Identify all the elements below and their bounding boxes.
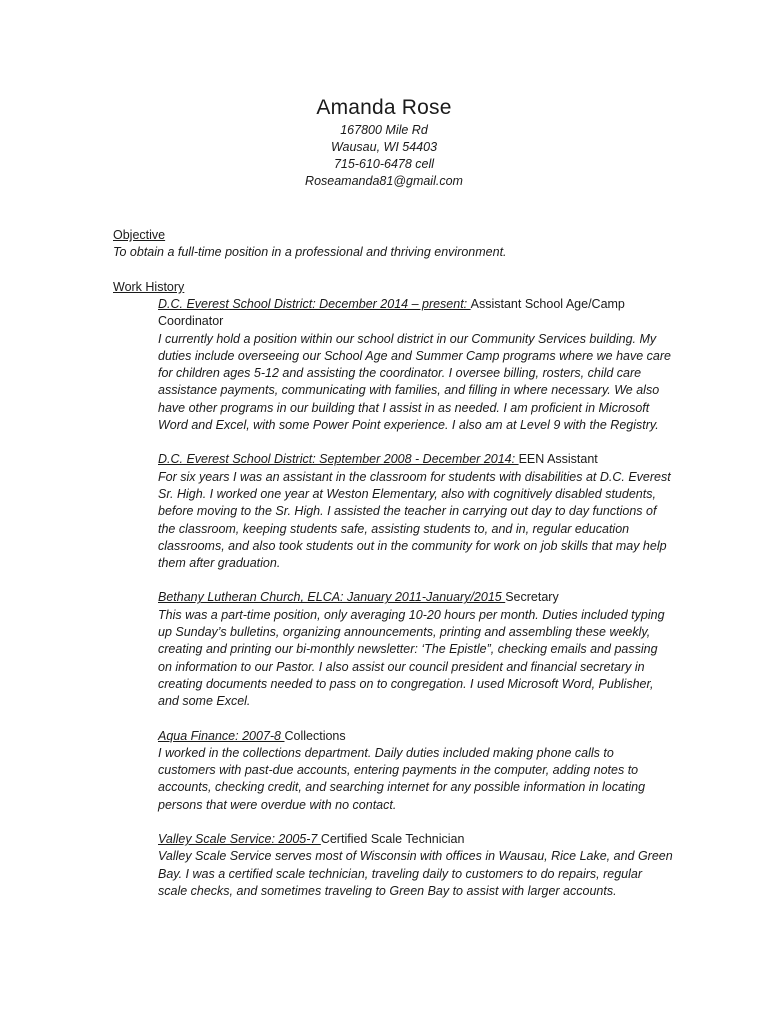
address-line-2: Wausau, WI 54403 xyxy=(330,140,438,154)
resume-header xyxy=(0,96,768,190)
work-history-list xyxy=(158,296,673,900)
job-header xyxy=(158,451,673,468)
job-header xyxy=(158,296,673,331)
job-entry xyxy=(158,296,673,434)
email-address: Roseamanda81@gmail.com xyxy=(305,174,463,188)
job-header xyxy=(158,589,673,606)
objective-heading: Objective xyxy=(113,228,166,242)
applicant-name: Amanda Rose xyxy=(316,96,452,119)
address-line-1: 167800 Mile Rd xyxy=(340,123,428,137)
job-description: For six years I was an assistant in the classroom for students with disabilities at D.C. Everest Sr. High. I worked one year at Weston Elementary, also with cognitively disabled students, before moving to the Sr. High. I assisted the teacher in carrying out day to day functions of the classroom, keeping students safe, assisting students to, and in, regular education classrooms, and also took students out in the community for work on job skills that may help them after graduation. xyxy=(158,469,671,571)
resume-body xyxy=(113,227,673,917)
job-title: Secretary xyxy=(505,590,559,605)
job-entry xyxy=(158,589,673,710)
job-description: This was a part-time position, only averaging 10-20 hours per month. Duties included typing up Sunday’s bulletins, organizing announcements, printing and assembling these weekly, creating and printing our bi-monthly newsletter: ‘The Epistle”, checking emails and passing on information to our Pastor. I also assist our council president and financial secretary in creating documents needed to pass on to congregation. I used Microsoft Word, Publisher, and some Excel. xyxy=(158,607,665,709)
job-description: Valley Scale Service serves most of Wisconsin with offices in Wausau, Rice Lake, and Green Bay. I was a certified scale technician, traveling daily to customers to do repairs, regular scale checks, and sometimes traveling to Green Bay to assist with larger accounts. xyxy=(158,849,673,898)
job-title: Certified Scale Technician xyxy=(320,832,465,847)
job-entry xyxy=(158,728,673,814)
job-entry xyxy=(158,831,673,900)
job-title: Assistant School Age/Camp Coordinator xyxy=(158,297,625,329)
job-employer-dates: D.C. Everest School District: September 2008 - December 2014: xyxy=(158,452,519,467)
job-employer-dates: D.C. Everest School District: December 2014 – present: xyxy=(158,297,471,311)
objective-text: To obtain a full-time position in a professional and thriving environment. xyxy=(113,245,507,259)
work-history-heading: Work History xyxy=(113,280,185,294)
job-entry xyxy=(158,451,673,572)
job-description: I worked in the collections department. Daily duties included making phone calls to customers with past-due accounts, entering payments in the computer, adding notes to accounts, checking credit, and searching internet for any possible information in locating persons that were overdue with no contact. xyxy=(158,745,646,812)
job-header xyxy=(158,728,673,745)
job-description: I currently hold a position within our school district in our Community Services building. My duties include overseeing our School Age and Summer Camp programs where we have care for children ages 5-12 and assisting the coordinator. I oversee billing, rosters, child care assistance payments, communicating with families, and filling in where necessary. We also have other programs in our building that I assist in as needed. I am proficient in Microsoft Word and Excel, with some Power Point experience. I also am at Level 9 with the Registry. xyxy=(158,331,672,433)
job-header xyxy=(158,831,673,848)
phone-number: 715-610-6478 cell xyxy=(333,157,435,171)
job-title: EEN Assistant xyxy=(518,452,598,467)
job-employer-dates: Aqua Finance: 2007-8 xyxy=(158,728,285,743)
job-title: Collections xyxy=(284,728,346,743)
job-employer-dates: Valley Scale Service: 2005-7 xyxy=(158,832,321,847)
job-employer-dates: Bethany Lutheran Church, ELCA: January 2011-January/2015 xyxy=(158,590,506,605)
